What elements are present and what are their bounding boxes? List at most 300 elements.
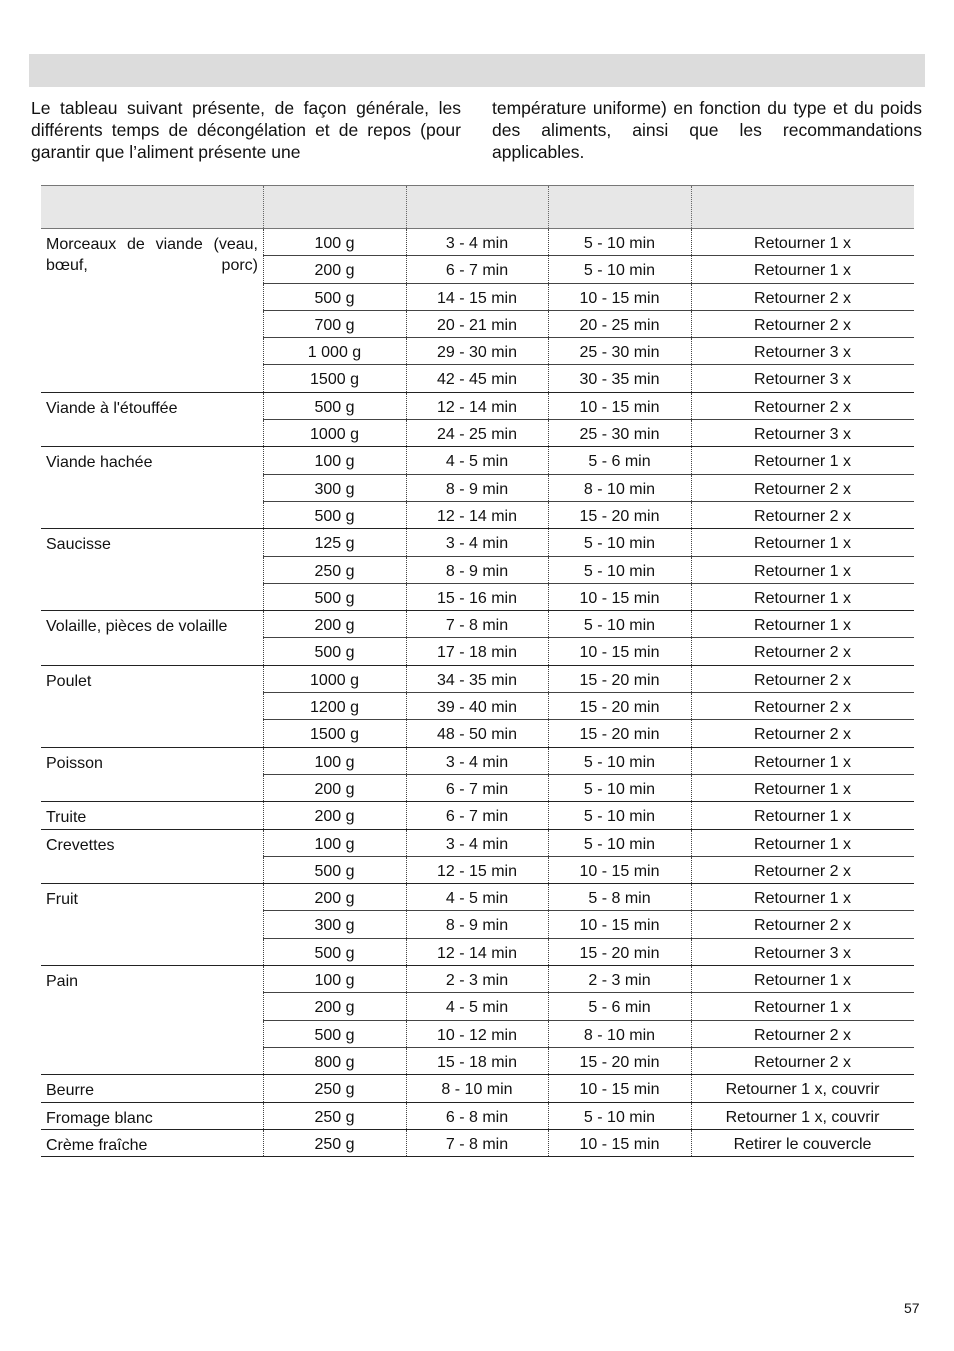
defrost-time-cell: 29 - 30 min bbox=[436, 344, 518, 362]
column-divider bbox=[691, 720, 692, 746]
column-divider bbox=[263, 802, 264, 828]
column-divider bbox=[548, 557, 549, 583]
table-row bbox=[263, 1130, 914, 1156]
rest-time-cell: 10 - 15 min bbox=[579, 289, 660, 307]
header-divider bbox=[691, 186, 692, 228]
defrost-time-cell: 3 - 4 min bbox=[445, 753, 509, 771]
column-divider bbox=[406, 584, 407, 610]
header-divider bbox=[548, 186, 549, 228]
recommendation-cell: Retourner 2 x bbox=[754, 726, 851, 744]
table-row bbox=[263, 256, 914, 283]
recommendation-cell: Retourner 3 x bbox=[754, 426, 851, 444]
rest-time-cell: 15 - 20 min bbox=[579, 671, 660, 689]
column-divider bbox=[406, 1048, 407, 1074]
weight-cell: 200 g bbox=[314, 617, 355, 635]
column-divider bbox=[691, 775, 692, 801]
table-row bbox=[263, 338, 914, 365]
table-row bbox=[263, 1021, 914, 1048]
defrost-time-cell: 8 - 9 min bbox=[445, 480, 509, 498]
column-divider bbox=[406, 830, 407, 856]
column-divider bbox=[263, 1048, 264, 1074]
food-name: Crème fraîche bbox=[46, 1136, 148, 1154]
column-divider bbox=[406, 420, 407, 446]
recommendation-cell: Retourner 2 x bbox=[754, 644, 851, 662]
column-divider bbox=[406, 720, 407, 746]
column-divider bbox=[406, 502, 407, 528]
column-divider bbox=[548, 1048, 549, 1074]
food-name: Volaille, pièces de volaille bbox=[46, 618, 228, 636]
defrost-time-cell: 10 - 12 min bbox=[436, 1026, 518, 1044]
table-row bbox=[263, 638, 914, 664]
column-divider bbox=[263, 638, 264, 664]
column-divider bbox=[548, 720, 549, 746]
column-divider bbox=[263, 693, 264, 719]
food-group bbox=[41, 966, 914, 1075]
column-divider bbox=[691, 502, 692, 528]
column-divider bbox=[691, 857, 692, 883]
column-divider bbox=[691, 529, 692, 555]
column-divider bbox=[263, 884, 264, 910]
food-name: Crevettes bbox=[46, 836, 115, 854]
column-divider bbox=[548, 393, 549, 419]
recommendation-cell: Retourner 1 x bbox=[754, 753, 851, 771]
column-divider bbox=[548, 584, 549, 610]
defrost-time-cell: 4 - 5 min bbox=[445, 999, 509, 1017]
column-divider bbox=[691, 666, 692, 692]
weight-cell: 500 g bbox=[314, 589, 355, 607]
column-divider bbox=[263, 365, 264, 391]
rest-time-cell: 25 - 30 min bbox=[579, 426, 660, 444]
weight-cell: 250 g bbox=[314, 562, 355, 580]
column-divider bbox=[263, 447, 264, 473]
column-divider bbox=[548, 1021, 549, 1047]
defrost-time-cell: 12 - 14 min bbox=[436, 398, 518, 416]
column-divider bbox=[548, 338, 549, 364]
table-row bbox=[263, 529, 914, 556]
column-divider bbox=[691, 830, 692, 856]
table-row bbox=[263, 447, 914, 474]
recommendation-cell: Retourner 3 x bbox=[754, 344, 851, 362]
column-divider bbox=[263, 1130, 264, 1156]
recommendation-cell: Retourner 2 x bbox=[754, 1026, 851, 1044]
column-divider bbox=[263, 775, 264, 801]
rest-time-cell: 5 - 10 min bbox=[583, 780, 656, 798]
defrost-time-cell: 24 - 25 min bbox=[436, 426, 518, 444]
rest-time-cell: 2 - 3 min bbox=[588, 972, 651, 990]
defrost-time-cell: 6 - 7 min bbox=[445, 808, 509, 826]
food-group bbox=[41, 830, 914, 885]
column-divider bbox=[548, 693, 549, 719]
column-divider bbox=[548, 966, 549, 992]
column-divider bbox=[406, 884, 407, 910]
column-divider bbox=[406, 666, 407, 692]
column-divider bbox=[406, 284, 407, 310]
table-row bbox=[263, 229, 914, 256]
defrost-time-cell: 12 - 14 min bbox=[436, 944, 518, 962]
rest-time-cell: 10 - 15 min bbox=[579, 398, 660, 416]
weight-cell: 500 g bbox=[314, 1026, 355, 1044]
column-divider bbox=[691, 966, 692, 992]
weight-cell: 700 g bbox=[314, 316, 355, 334]
rest-time-cell: 30 - 35 min bbox=[579, 371, 660, 389]
column-divider bbox=[548, 475, 549, 501]
defrost-table bbox=[41, 185, 914, 1157]
food-group bbox=[41, 611, 914, 666]
column-divider bbox=[548, 638, 549, 664]
rest-time-cell: 5 - 8 min bbox=[588, 890, 651, 908]
column-divider bbox=[406, 857, 407, 883]
weight-cell: 500 g bbox=[314, 398, 355, 416]
column-divider bbox=[691, 911, 692, 937]
column-divider bbox=[691, 1048, 692, 1074]
table-row bbox=[263, 857, 914, 883]
food-name: Pain bbox=[46, 973, 79, 991]
recommendation-cell: Retourner 2 x bbox=[754, 917, 851, 935]
rest-time-cell: 10 - 15 min bbox=[579, 1135, 660, 1153]
column-divider bbox=[406, 1103, 407, 1129]
weight-cell: 250 g bbox=[314, 1135, 355, 1153]
rest-time-cell: 5 - 10 min bbox=[583, 617, 656, 635]
defrost-time-cell: 3 - 4 min bbox=[445, 235, 509, 252]
weight-cell: 200 g bbox=[314, 808, 355, 826]
recommendation-cell: Retourner 2 x bbox=[754, 480, 851, 498]
column-divider bbox=[691, 284, 692, 310]
column-divider bbox=[548, 529, 549, 555]
food-name: Beurre bbox=[46, 1082, 95, 1100]
defrost-time-cell: 48 - 50 min bbox=[436, 726, 518, 744]
food-group bbox=[41, 1130, 914, 1157]
food-name: Poisson bbox=[46, 754, 103, 772]
rest-time-cell: 10 - 15 min bbox=[579, 589, 660, 607]
table-row bbox=[263, 966, 914, 993]
column-divider bbox=[263, 475, 264, 501]
weight-cell: 500 g bbox=[314, 507, 355, 525]
column-divider bbox=[548, 611, 549, 637]
column-divider bbox=[548, 666, 549, 692]
recommendation-cell: Retourner 2 x bbox=[754, 316, 851, 334]
recommendation-cell: Retourner 2 x bbox=[754, 1053, 851, 1071]
table-row bbox=[263, 693, 914, 720]
food-group bbox=[41, 447, 914, 529]
weight-cell: 100 g bbox=[314, 753, 355, 771]
rest-time-cell: 8 - 10 min bbox=[583, 1026, 656, 1044]
food-group bbox=[41, 802, 914, 829]
column-divider bbox=[406, 939, 407, 965]
column-divider bbox=[406, 638, 407, 664]
column-divider bbox=[691, 611, 692, 637]
table-row bbox=[263, 611, 914, 638]
weight-cell: 100 g bbox=[314, 453, 355, 471]
recommendation-cell: Retourner 2 x bbox=[754, 671, 851, 689]
column-divider bbox=[263, 748, 264, 774]
column-divider bbox=[548, 1103, 549, 1129]
column-divider bbox=[406, 311, 407, 337]
defrost-time-cell: 8 - 9 min bbox=[445, 562, 509, 580]
defrost-time-cell: 15 - 16 min bbox=[436, 589, 518, 607]
column-divider bbox=[263, 830, 264, 856]
table-row bbox=[263, 584, 914, 610]
food-name: Viande hachée bbox=[46, 454, 153, 472]
column-divider bbox=[548, 284, 549, 310]
column-divider bbox=[691, 557, 692, 583]
table-row bbox=[263, 365, 914, 391]
defrost-time-cell: 6 - 8 min bbox=[445, 1108, 509, 1126]
column-divider bbox=[691, 1103, 692, 1129]
defrost-time-cell: 39 - 40 min bbox=[436, 699, 518, 717]
defrost-time-cell: 42 - 45 min bbox=[436, 371, 518, 389]
table-header bbox=[41, 185, 914, 229]
defrost-time-cell: 12 - 14 min bbox=[436, 507, 518, 525]
column-divider bbox=[263, 611, 264, 637]
table-body bbox=[41, 229, 914, 1157]
column-divider bbox=[548, 830, 549, 856]
recommendation-cell: Retourner 1 x bbox=[754, 562, 851, 580]
table-row bbox=[263, 284, 914, 311]
weight-cell: 1500 g bbox=[310, 371, 359, 389]
column-divider bbox=[406, 911, 407, 937]
column-divider bbox=[263, 1021, 264, 1047]
table-row bbox=[263, 993, 914, 1020]
defrost-time-cell: 4 - 5 min bbox=[445, 890, 509, 908]
table-row bbox=[263, 939, 914, 965]
weight-cell: 1000 g bbox=[310, 426, 359, 444]
rest-time-cell: 5 - 10 min bbox=[583, 753, 656, 771]
column-divider bbox=[263, 966, 264, 992]
column-divider bbox=[263, 939, 264, 965]
rest-time-cell: 5 - 6 min bbox=[588, 999, 651, 1017]
weight-cell: 800 g bbox=[314, 1053, 355, 1071]
weight-cell: 500 g bbox=[314, 862, 355, 880]
recommendation-cell: Retourner 2 x bbox=[754, 862, 851, 880]
column-divider bbox=[691, 338, 692, 364]
column-divider bbox=[691, 1021, 692, 1047]
weight-cell: 250 g bbox=[314, 1108, 355, 1126]
column-divider bbox=[263, 557, 264, 583]
recommendation-cell: Retourner 1 x bbox=[754, 780, 851, 798]
table-row bbox=[263, 393, 914, 420]
recommendation-cell: Retourner 1 x bbox=[754, 235, 851, 252]
rest-time-cell: 5 - 10 min bbox=[583, 1108, 656, 1126]
defrost-time-cell: 20 - 21 min bbox=[436, 316, 518, 334]
column-divider bbox=[548, 775, 549, 801]
column-divider bbox=[548, 857, 549, 883]
defrost-time-cell: 3 - 4 min bbox=[445, 535, 509, 553]
defrost-time-cell: 6 - 7 min bbox=[445, 780, 509, 798]
rest-time-cell: 10 - 15 min bbox=[579, 917, 660, 935]
food-group bbox=[41, 229, 914, 393]
weight-cell: 500 g bbox=[314, 644, 355, 662]
weight-cell: 200 g bbox=[314, 890, 355, 908]
recommendation-cell: Retourner 1 x bbox=[754, 453, 851, 471]
table-row bbox=[263, 802, 914, 828]
defrost-time-cell: 8 - 9 min bbox=[445, 917, 509, 935]
rest-time-cell: 5 - 10 min bbox=[583, 262, 656, 280]
column-divider bbox=[406, 693, 407, 719]
rest-time-cell: 15 - 20 min bbox=[579, 944, 660, 962]
food-group bbox=[41, 666, 914, 748]
column-divider bbox=[691, 365, 692, 391]
intro-text-right: température uniforme) en fonction du type et du poids des aliments, ainsi que les recommandations applicables. bbox=[492, 98, 922, 162]
table-row bbox=[263, 1048, 914, 1074]
table-row bbox=[263, 311, 914, 338]
defrost-time-cell: 14 - 15 min bbox=[436, 289, 518, 307]
column-divider bbox=[406, 993, 407, 1019]
defrost-time-cell: 7 - 8 min bbox=[445, 617, 509, 635]
weight-cell: 1500 g bbox=[310, 726, 359, 744]
rest-time-cell: 5 - 10 min bbox=[583, 562, 656, 580]
column-divider bbox=[548, 420, 549, 446]
intro-text-left: Le tableau suivant présente, de façon générale, les différents temps de décongélation et de repos (pour garantir que l’aliment présente une bbox=[31, 98, 461, 162]
column-divider bbox=[691, 1075, 692, 1101]
column-divider bbox=[548, 911, 549, 937]
column-divider bbox=[691, 802, 692, 828]
recommendation-cell: Retourner 3 x bbox=[754, 944, 851, 962]
food-name: Fromage blanc bbox=[46, 1109, 153, 1127]
recommendation-cell: Retourner 1 x bbox=[754, 835, 851, 853]
column-divider bbox=[548, 939, 549, 965]
column-divider bbox=[548, 502, 549, 528]
table-row bbox=[263, 502, 914, 528]
column-divider bbox=[406, 447, 407, 473]
column-divider bbox=[691, 584, 692, 610]
table-row bbox=[263, 666, 914, 693]
column-divider bbox=[263, 502, 264, 528]
food-name: Saucisse bbox=[46, 536, 111, 554]
column-divider bbox=[263, 284, 264, 310]
column-divider bbox=[691, 447, 692, 473]
recommendation-cell: Retourner 2 x bbox=[754, 398, 851, 416]
recommendation-cell: Retourner 1 x bbox=[754, 808, 851, 826]
food-group bbox=[41, 529, 914, 611]
column-divider bbox=[406, 1130, 407, 1156]
column-divider bbox=[406, 256, 407, 282]
column-divider bbox=[548, 365, 549, 391]
table-row bbox=[263, 557, 914, 584]
recommendation-cell: Retourner 1 x bbox=[754, 999, 851, 1017]
weight-cell: 200 g bbox=[314, 780, 355, 798]
column-divider bbox=[691, 229, 692, 255]
weight-cell: 100 g bbox=[314, 235, 355, 252]
column-divider bbox=[406, 802, 407, 828]
column-divider bbox=[691, 884, 692, 910]
table-row bbox=[263, 1103, 914, 1129]
weight-cell: 1000 g bbox=[310, 671, 359, 689]
rest-time-cell: 10 - 15 min bbox=[579, 1081, 660, 1099]
weight-cell: 300 g bbox=[314, 917, 355, 935]
column-divider bbox=[406, 611, 407, 637]
rest-time-cell: 5 - 6 min bbox=[588, 453, 651, 471]
recommendation-cell: Retourner 3 x bbox=[754, 371, 851, 389]
rest-time-cell: 10 - 15 min bbox=[579, 862, 660, 880]
column-divider bbox=[406, 393, 407, 419]
rest-time-cell: 15 - 20 min bbox=[579, 726, 660, 744]
table-row bbox=[263, 748, 914, 775]
table-row bbox=[263, 720, 914, 746]
column-divider bbox=[406, 966, 407, 992]
column-divider bbox=[406, 229, 407, 255]
column-divider bbox=[263, 857, 264, 883]
column-divider bbox=[548, 229, 549, 255]
food-group bbox=[41, 1075, 914, 1102]
food-name: Viande à l'étouffée bbox=[46, 399, 178, 417]
rest-time-cell: 15 - 20 min bbox=[579, 1053, 660, 1071]
column-divider bbox=[691, 1130, 692, 1156]
column-divider bbox=[406, 775, 407, 801]
column-divider bbox=[263, 911, 264, 937]
rest-time-cell: 10 - 15 min bbox=[579, 644, 660, 662]
defrost-time-cell: 15 - 18 min bbox=[436, 1053, 518, 1071]
defrost-time-cell: 8 - 10 min bbox=[441, 1081, 513, 1099]
column-divider bbox=[406, 529, 407, 555]
column-divider bbox=[263, 1103, 264, 1129]
food-name: Morceaux de viande (veau, bœuf, porc) bbox=[46, 236, 258, 274]
defrost-time-cell: 6 - 7 min bbox=[445, 262, 509, 280]
column-divider bbox=[406, 557, 407, 583]
recommendation-cell: Retourner 2 x bbox=[754, 699, 851, 717]
column-divider bbox=[691, 311, 692, 337]
column-divider bbox=[263, 1075, 264, 1101]
page-number: 57 bbox=[904, 1300, 920, 1316]
column-divider bbox=[548, 447, 549, 473]
recommendation-cell: Retourner 1 x, couvrir bbox=[725, 1081, 880, 1099]
table-row bbox=[263, 884, 914, 911]
column-divider bbox=[548, 993, 549, 1019]
rest-time-cell: 8 - 10 min bbox=[583, 480, 656, 498]
weight-cell: 100 g bbox=[314, 835, 355, 853]
weight-cell: 300 g bbox=[314, 480, 355, 498]
header-divider bbox=[263, 186, 264, 228]
weight-cell: 500 g bbox=[314, 944, 355, 962]
rest-time-cell: 5 - 10 min bbox=[583, 235, 656, 252]
recommendation-cell: Retourner 1 x bbox=[754, 262, 851, 280]
column-divider bbox=[691, 693, 692, 719]
section-title-bar bbox=[29, 54, 925, 87]
table-row bbox=[263, 420, 914, 446]
column-divider bbox=[406, 748, 407, 774]
column-divider bbox=[406, 1021, 407, 1047]
defrost-time-cell: 4 - 5 min bbox=[445, 453, 509, 471]
table-row bbox=[263, 475, 914, 502]
column-divider bbox=[263, 529, 264, 555]
header-divider bbox=[406, 186, 407, 228]
rest-time-cell: 5 - 10 min bbox=[583, 535, 656, 553]
table-row bbox=[263, 775, 914, 801]
recommendation-cell: Retourner 2 x bbox=[754, 507, 851, 525]
recommendation-cell: Retourner 1 x, couvrir bbox=[725, 1108, 880, 1126]
rest-time-cell: 5 - 10 min bbox=[583, 808, 656, 826]
food-group bbox=[41, 1103, 914, 1130]
column-divider bbox=[263, 720, 264, 746]
food-group bbox=[41, 884, 914, 966]
weight-cell: 1200 g bbox=[310, 699, 359, 717]
rest-time-cell: 15 - 20 min bbox=[579, 507, 660, 525]
table-row bbox=[263, 830, 914, 857]
column-divider bbox=[406, 475, 407, 501]
column-divider bbox=[406, 365, 407, 391]
column-divider bbox=[691, 939, 692, 965]
recommendation-cell: Retourner 1 x bbox=[754, 589, 851, 607]
defrost-time-cell: 7 - 8 min bbox=[445, 1135, 509, 1153]
column-divider bbox=[691, 638, 692, 664]
weight-cell: 1 000 g bbox=[307, 344, 362, 362]
column-divider bbox=[263, 256, 264, 282]
column-divider bbox=[263, 666, 264, 692]
recommendation-cell: Retourner 1 x bbox=[754, 890, 851, 908]
column-divider bbox=[691, 393, 692, 419]
column-divider bbox=[691, 256, 692, 282]
column-divider bbox=[548, 1075, 549, 1101]
column-divider bbox=[263, 420, 264, 446]
